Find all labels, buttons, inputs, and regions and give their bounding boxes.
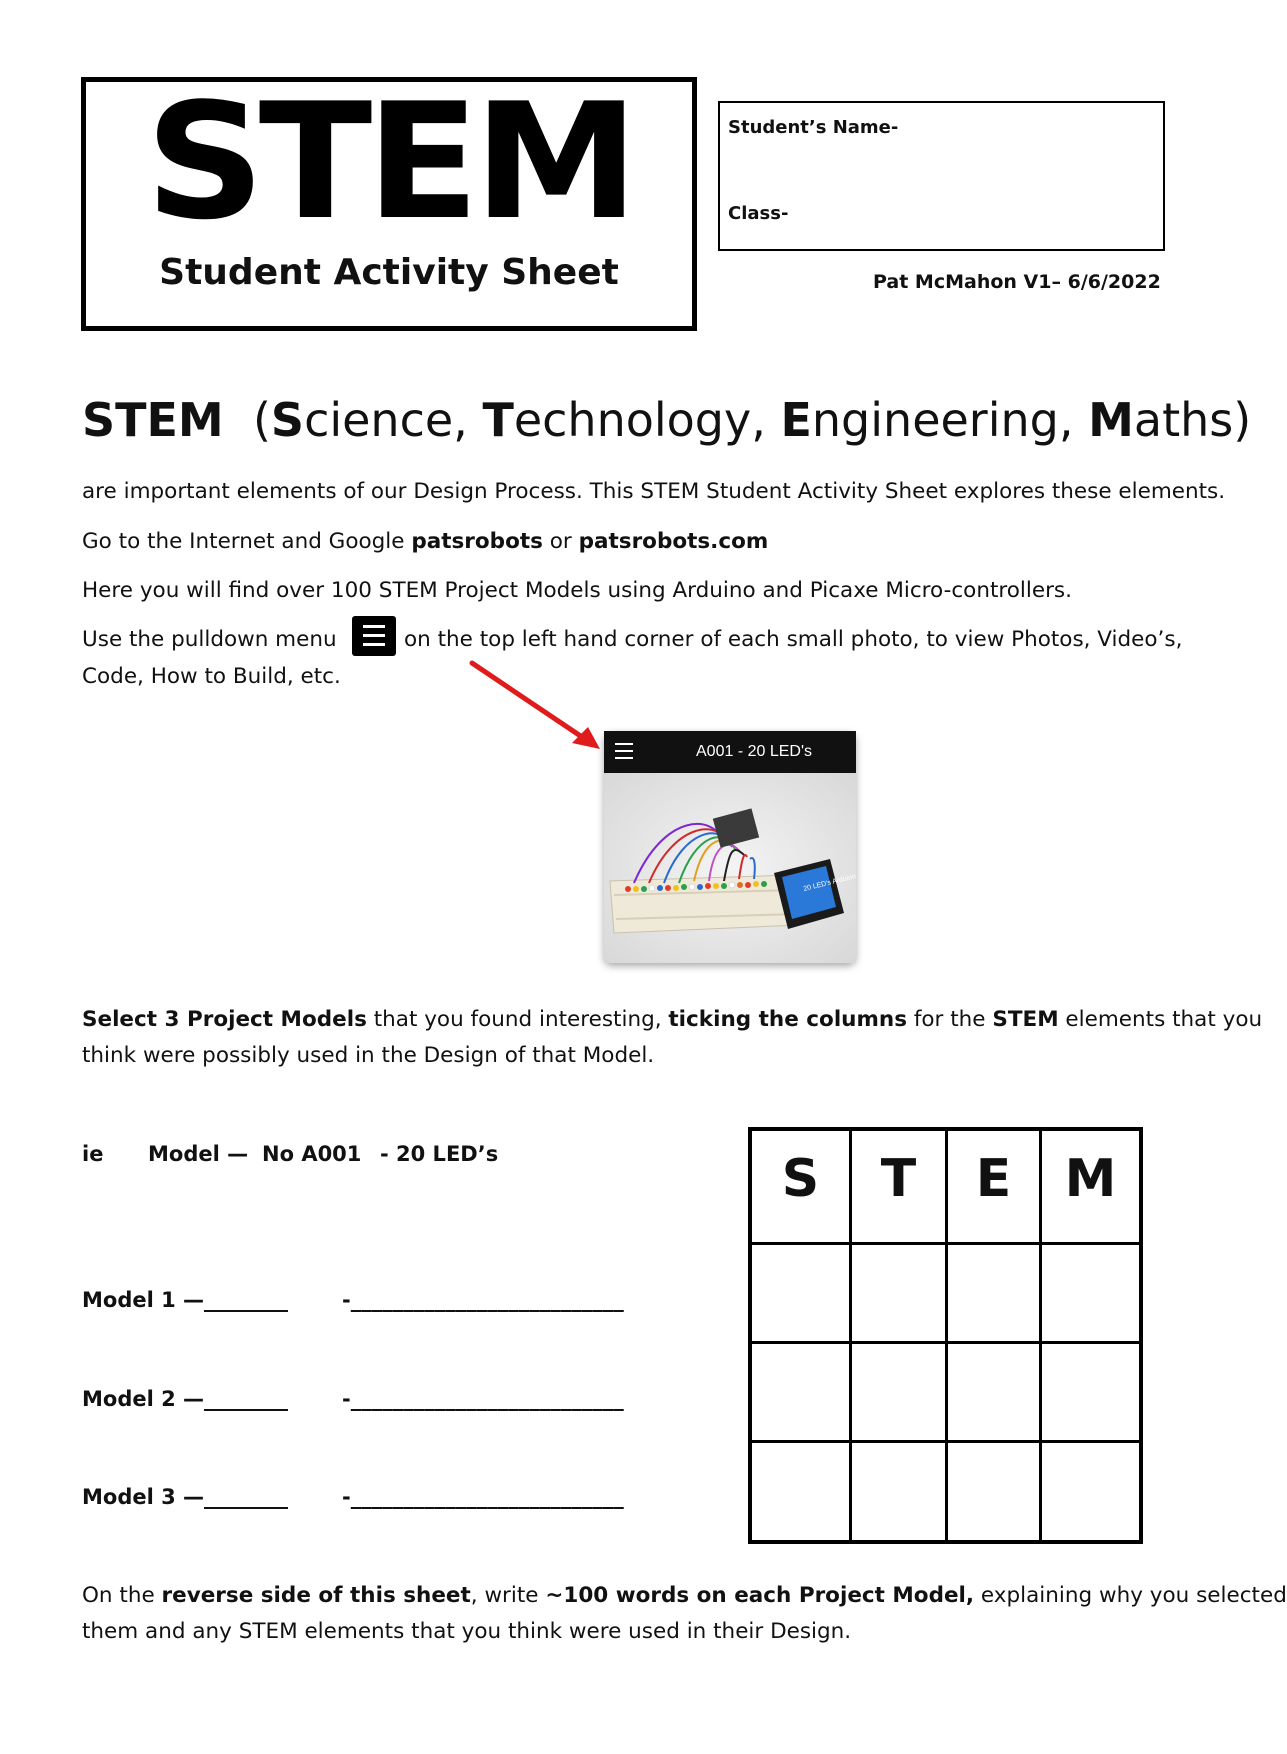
grid-header-e-label: E xyxy=(975,1149,1012,1209)
sheet-subtitle: Student Activity Sheet xyxy=(159,252,619,293)
instr-interesting: that you found interesting, xyxy=(366,1007,669,1032)
class-field[interactable]: Class- xyxy=(728,203,789,224)
instr-elements: elements that you xyxy=(1058,1007,1263,1032)
author-version: Pat McMahon V1– 6/6/2022 xyxy=(873,271,1161,293)
footer-on-the: On the xyxy=(82,1583,162,1608)
grid-cell[interactable] xyxy=(752,1344,852,1443)
hamburger-menu-icon xyxy=(352,616,396,656)
grid-cell[interactable] xyxy=(948,1245,1042,1344)
grid-cell[interactable] xyxy=(852,1443,948,1540)
instr-ticking: ticking the columns xyxy=(668,1007,907,1032)
grid-header-t-label: T xyxy=(880,1149,917,1209)
heading-technology: echnology, xyxy=(513,393,781,447)
intro-line-4a: Use the pulldown menu xyxy=(82,627,337,652)
led-breadboard-photo xyxy=(604,773,856,963)
student-name-field[interactable]: Student’s Name- xyxy=(728,117,899,138)
page-heading xyxy=(82,393,1251,447)
heading-stem: STEM xyxy=(82,393,224,447)
heading-e: E xyxy=(780,393,812,447)
example-number: No A001 xyxy=(262,1142,362,1166)
heading-science: cience, xyxy=(304,393,483,447)
heading-paren: ( xyxy=(252,393,271,447)
grid-header-m xyxy=(1042,1131,1139,1245)
model-1-field[interactable]: Model 1 —________ xyxy=(82,1288,289,1312)
footer-explaining: explaining why you selected xyxy=(974,1583,1287,1608)
project-card[interactable] xyxy=(604,731,856,963)
instr-stem: STEM xyxy=(992,1007,1059,1032)
heading-engineering: ngineering, xyxy=(811,393,1089,447)
stem-logo: STEM xyxy=(145,68,633,255)
instructions-line-1 xyxy=(82,1002,1262,1038)
intro-line-3: Here you will find over 100 STEM Project Models using Arduino and Picaxe Micro-controllers. xyxy=(82,578,1072,603)
footer-reverse-side: reverse side of this sheet xyxy=(161,1583,471,1608)
instr-for-the: for the xyxy=(907,1007,993,1032)
grid-header-s xyxy=(752,1131,852,1245)
grid-header-e xyxy=(948,1131,1042,1245)
grid-cell[interactable] xyxy=(948,1443,1042,1540)
model-2-field[interactable]: Model 2 —________ xyxy=(82,1387,289,1411)
intro-line-2 xyxy=(82,524,768,560)
heading-m: M xyxy=(1088,393,1134,447)
model-2-name-field[interactable]: -__________________________ xyxy=(342,1387,624,1411)
box-label: 20 LED's Arduino xyxy=(802,873,857,893)
example-ie: ie xyxy=(82,1142,104,1166)
heading-s: S xyxy=(270,393,305,447)
title-box xyxy=(81,68,697,331)
instr-select: Select 3 Project Models xyxy=(82,1007,367,1032)
grid-header-m-label: M xyxy=(1064,1149,1117,1209)
example-name: - 20 LED’s xyxy=(380,1142,499,1166)
grid-cell[interactable] xyxy=(1042,1245,1139,1344)
model-1-name-field[interactable]: -__________________________ xyxy=(342,1288,624,1312)
intro-google-text: Go to the Internet and Google xyxy=(82,529,412,554)
stem-tick-grid xyxy=(748,1127,1143,1544)
card-header xyxy=(604,731,856,773)
example-model: Model — xyxy=(148,1142,249,1166)
footer-line-1 xyxy=(82,1578,1287,1614)
grid-cell[interactable] xyxy=(1042,1344,1139,1443)
grid-cell[interactable] xyxy=(852,1245,948,1344)
student-info-box xyxy=(718,101,1165,251)
grid-header-t xyxy=(852,1131,948,1245)
footer-write: , write xyxy=(470,1583,546,1608)
grid-cell[interactable] xyxy=(752,1443,852,1540)
heading-maths: aths) xyxy=(1133,393,1252,447)
card-title: A001 - 20 LED's xyxy=(696,743,813,760)
grid-cell[interactable] xyxy=(852,1344,948,1443)
intro-line-1: are important elements of our Design Process. This STEM Student Activity Sheet explores these elements. xyxy=(82,479,1226,504)
grid-header-s-label: S xyxy=(781,1149,820,1209)
footer-100-words: ~100 words on each Project Model, xyxy=(545,1583,975,1608)
model-3-name-field[interactable]: -__________________________ xyxy=(342,1485,624,1509)
heading-t: T xyxy=(482,393,514,447)
intro-or-text: or xyxy=(542,529,579,554)
grid-cell[interactable] xyxy=(1042,1443,1139,1540)
intro-line-4b: on the top left hand corner of each small photo, to view Photos, Video’s, xyxy=(404,627,1183,652)
grid-cell[interactable] xyxy=(948,1344,1042,1443)
intro-line-5: Code, How to Build, etc. xyxy=(82,664,341,689)
model-3-field[interactable]: Model 3 —________ xyxy=(82,1485,289,1509)
footer-line-2: them and any STEM elements that you think were used in their Design. xyxy=(82,1619,852,1644)
red-arrow-icon xyxy=(460,655,610,755)
patsrobots-link[interactable]: patsrobots xyxy=(411,529,543,554)
patsrobots-com-link[interactable]: patsrobots.com xyxy=(578,529,769,554)
grid-cell[interactable] xyxy=(752,1245,852,1344)
instructions-line-2: think were possibly used in the Design of that Model. xyxy=(82,1043,655,1068)
card-menu-icon[interactable] xyxy=(615,743,635,761)
